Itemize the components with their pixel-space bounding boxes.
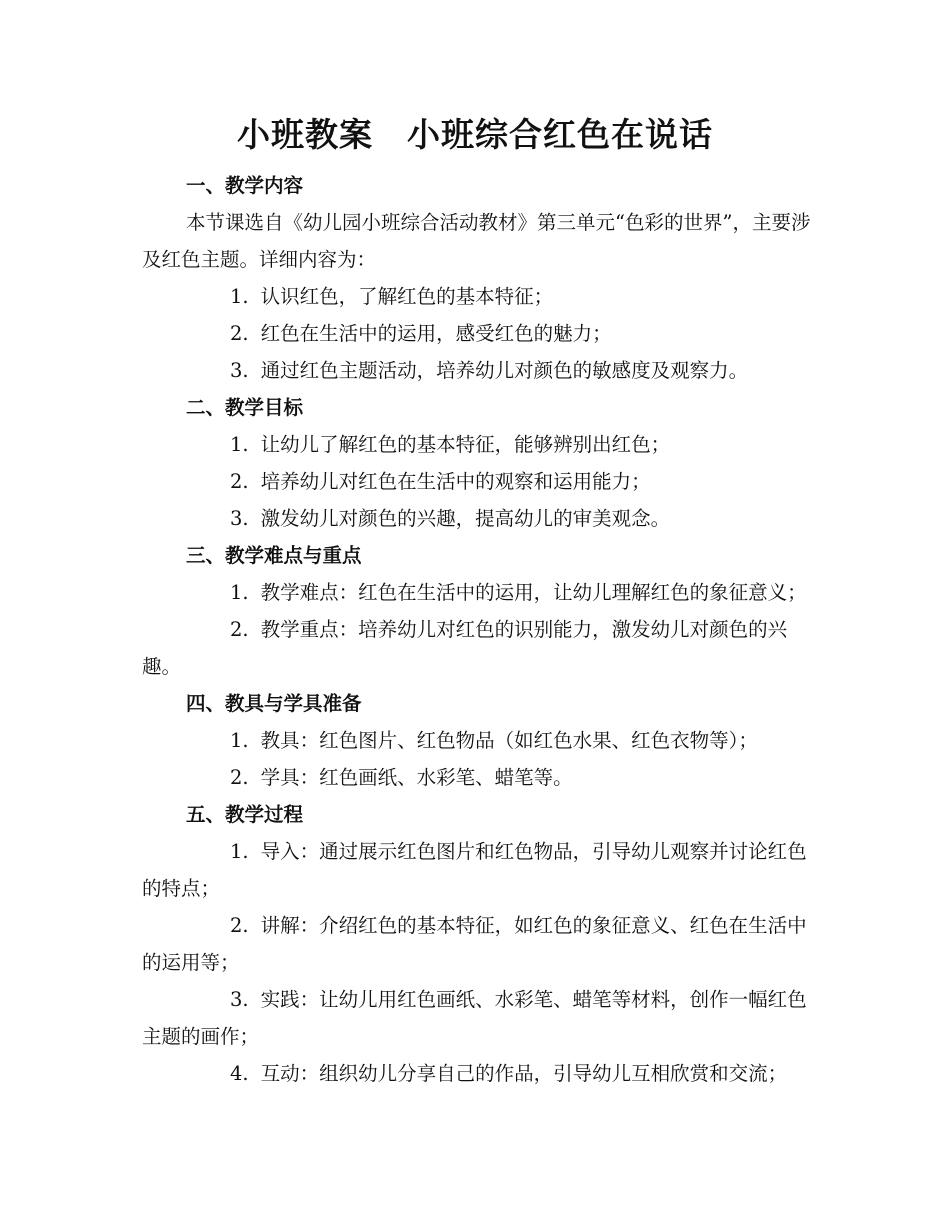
- list-item: [142, 981, 814, 1055]
- list-item-text: 激发幼儿对颜色的兴趣，提高幼儿的审美观念。: [260, 507, 671, 530]
- list-item-text: 互动：组织幼儿分享自己的作品，引导幼儿互相欣赏和交流；: [260, 1062, 788, 1085]
- list-item: [142, 574, 814, 611]
- list-item-text: 红色在生活中的运用，感受红色的魅力；: [260, 322, 612, 345]
- list-item: [142, 426, 814, 463]
- list-item-number: 3.: [230, 359, 249, 382]
- list-item: [142, 315, 814, 352]
- list-item-text: 实践：让幼儿用红色画纸、水彩笔、蜡笔等材料，创作一幅红色主题的画作；: [142, 988, 807, 1048]
- section-heading: 四、教具与学具准备: [186, 692, 362, 715]
- list-item-number: 2.: [230, 322, 249, 345]
- list-item: [142, 611, 814, 685]
- list-item-text: 学具：红色画纸、水彩笔、蜡笔等。: [260, 766, 573, 789]
- list-item-number: 4.: [230, 1062, 249, 1085]
- list-item-text: 教学难点：红色在生活中的运用，让幼儿理解红色的象征意义；: [260, 581, 807, 604]
- list-item-text: 培养幼儿对红色在生活中的观察和运用能力；: [260, 470, 651, 493]
- list-item: [142, 722, 814, 759]
- section-heading: 一、教学内容: [186, 174, 304, 197]
- list-item-number: 1.: [230, 433, 249, 456]
- list-item: [142, 759, 814, 796]
- list-item: [142, 278, 814, 315]
- list-item-number: 3.: [230, 988, 249, 1011]
- list-item: [142, 352, 814, 389]
- list-item-number: 2.: [230, 766, 249, 789]
- section-heading: 三、教学难点与重点: [186, 544, 362, 567]
- list-item: [142, 500, 814, 537]
- list-item-number: 2.: [230, 914, 249, 937]
- list-item-number: 1.: [230, 840, 249, 863]
- section-heading: 五、教学过程: [186, 803, 304, 826]
- list-item: [142, 1055, 814, 1092]
- list-item-text: 通过红色主题活动，培养幼儿对颜色的敏感度及观察力。: [260, 359, 749, 382]
- list-item-number: 1.: [230, 285, 249, 308]
- section-intro: 本节课选自《幼儿园小班综合活动教材》第三单元“色彩的世界”，主要涉及红色主题。详细内容为：: [142, 211, 811, 271]
- list-item-text: 讲解：介绍红色的基本特征，如红色的象征意义、红色在生活中的运用等；: [142, 914, 807, 974]
- list-item-number: 2.: [230, 618, 249, 641]
- section-heading: 二、教学目标: [186, 396, 304, 419]
- list-item: [142, 463, 814, 500]
- list-item-text: 教学重点：培养幼儿对红色的识别能力，激发幼儿对颜色的兴趣。: [142, 618, 788, 678]
- list-item-text: 让幼儿了解红色的基本特征，能够辨别出红色；: [260, 433, 671, 456]
- list-item: [142, 833, 814, 907]
- list-item-text: 教具：红色图片、红色物品（如红色水果、红色衣物等）；: [260, 729, 758, 752]
- list-item-number: 2.: [230, 470, 249, 493]
- list-item-number: 1.: [230, 729, 249, 752]
- list-item-text: 认识红色，了解红色的基本特征；: [260, 285, 554, 308]
- list-item: [142, 907, 814, 981]
- list-item-text: 导入：通过展示红色图片和红色物品，引导幼儿观察并讨论红色的特点；: [142, 840, 807, 900]
- document-body: [142, 167, 814, 1092]
- list-item-number: 1.: [230, 581, 249, 604]
- list-item-number: 3.: [230, 507, 249, 530]
- document-title: 小班教案 小班综合红色在说话: [237, 115, 713, 154]
